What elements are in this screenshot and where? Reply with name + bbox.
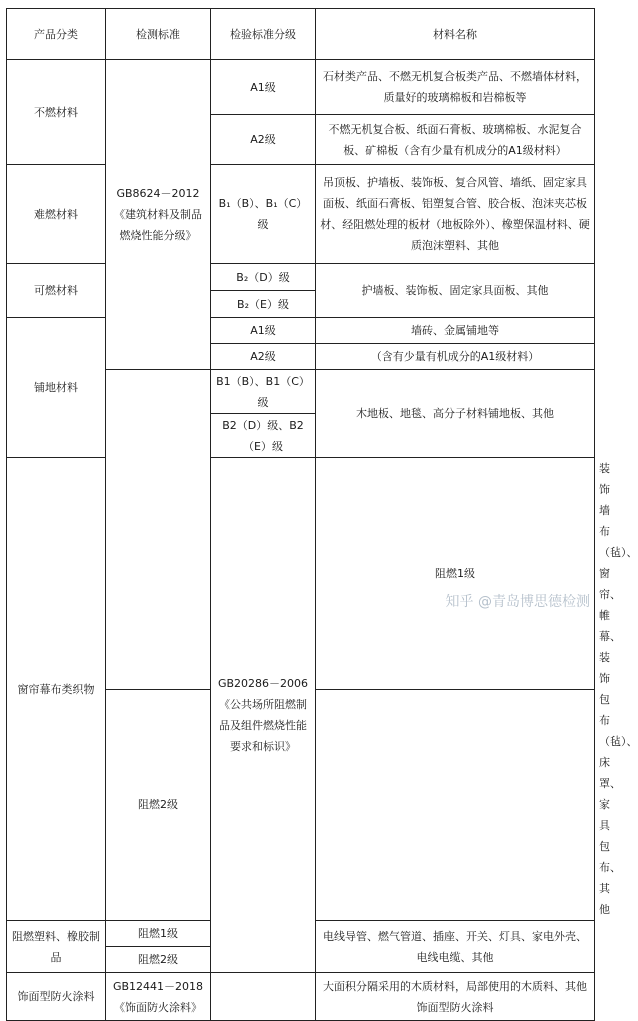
material-floor-a2: （含有少量有机成分的A1级材料）	[316, 344, 595, 370]
header-grade: 检验标准分级	[211, 9, 316, 60]
material-b1: 吊顶板、护墙板、装饰板、复合风管、墙纸、固定家具面板、纸面石膏板、铝塑复合管、胶合板、泡沫夹芯板材、经阻燃处理的板材（地板除外）、橡塑保温材料、硬质泡沫塑料、其他	[316, 165, 595, 264]
category-plastics: 阻燃塑料、橡胶制品	[7, 921, 106, 973]
standard-gb20286: GB20286－2006《公共场所阻燃制品及组件燃烧性能要求和标识》	[211, 458, 316, 973]
standard-gb8624-continued	[106, 370, 211, 690]
grade-zr1: 阻燃1级	[316, 458, 595, 690]
grade-floor-b1: B1（B）、B1（C）级	[211, 370, 316, 414]
material-b2: 护墙板、装饰板、固定家具面板、其他	[316, 264, 595, 318]
grade-floor-a1: A1级	[211, 318, 316, 344]
grade-pl-zr1: 阻燃1级	[106, 921, 211, 947]
grade-coating-empty	[211, 973, 316, 1021]
category-flooring: 铺地材料	[7, 318, 106, 458]
material-plastics: 电线导管、燃气管道、插座、开关、灯具、家电外壳、电线电缆、其他	[316, 921, 595, 973]
material-a1: 石材类产品、不燃无机复合板类产品、不燃墙体材料，质量好的玻璃棉板和岩棉板等	[316, 60, 595, 115]
header-material: 材料名称	[316, 9, 595, 60]
category-curtains: 窗帘幕布类织物	[7, 458, 106, 921]
material-floor-b: 木地板、地毯、高分子材料铺地板、其他	[316, 370, 595, 458]
table-row	[7, 264, 595, 291]
table-row	[7, 60, 595, 115]
table-row	[7, 973, 595, 1021]
header-category: 产品分类	[7, 9, 106, 60]
watermark: 知乎 @青岛博思德检测	[445, 594, 590, 610]
grade-a1: A1级	[211, 60, 316, 115]
table-row	[7, 165, 595, 264]
category-noncombustible: 不燃材料	[7, 60, 106, 165]
grade-b2d: B₂（D）级	[211, 264, 316, 291]
standard-gb8624: GB8624－2012《建筑材料及制品燃烧性能分级》	[106, 60, 211, 370]
category-flame-retardant: 难燃材料	[7, 165, 106, 264]
category-coating: 饰面型防火涂料	[7, 973, 106, 1021]
fire-rating-table	[6, 8, 638, 1021]
standard-gb12441: GB12441－2018《饰面防火涂料》	[106, 973, 211, 1021]
table-row: 窗帘幕布类织物 GB20286－2006《公共场所阻燃制品及组件燃烧性能要求和标识》 阻燃1级 装饰墙布（毡）、窗帘、帷幕、装饰包布（毡）、床罩、家具包布、其他	[7, 458, 595, 690]
grade-floor-a2: A2级	[211, 344, 316, 370]
material-coating: 大面积分隔采用的木质材料，局部使用的木质料、其他饰面型防火涂料	[316, 973, 595, 1021]
grade-b1: B₁（B）、B₁（C）级	[211, 165, 316, 264]
header-standard: 检测标准	[106, 9, 211, 60]
grade-floor-b2: B2（D）级、B2（E）级	[211, 414, 316, 458]
grade-b2e: B₂（E）级	[211, 291, 316, 318]
category-combustible: 可燃材料	[7, 264, 106, 318]
material-a2: 不燃无机复合板、纸面石膏板、玻璃棉板、水泥复合板、矿棉板（含有少量有机成分的A1级材料）	[316, 115, 595, 165]
table-row	[7, 318, 595, 344]
grade-pl-zr2: 阻燃2级	[106, 947, 211, 973]
grade-a2: A2级	[211, 115, 316, 165]
header-row	[7, 9, 595, 60]
grade-zr2: 阻燃2级	[106, 689, 211, 921]
material-floor-a1: 墙砖、金属铺地等	[316, 318, 595, 344]
